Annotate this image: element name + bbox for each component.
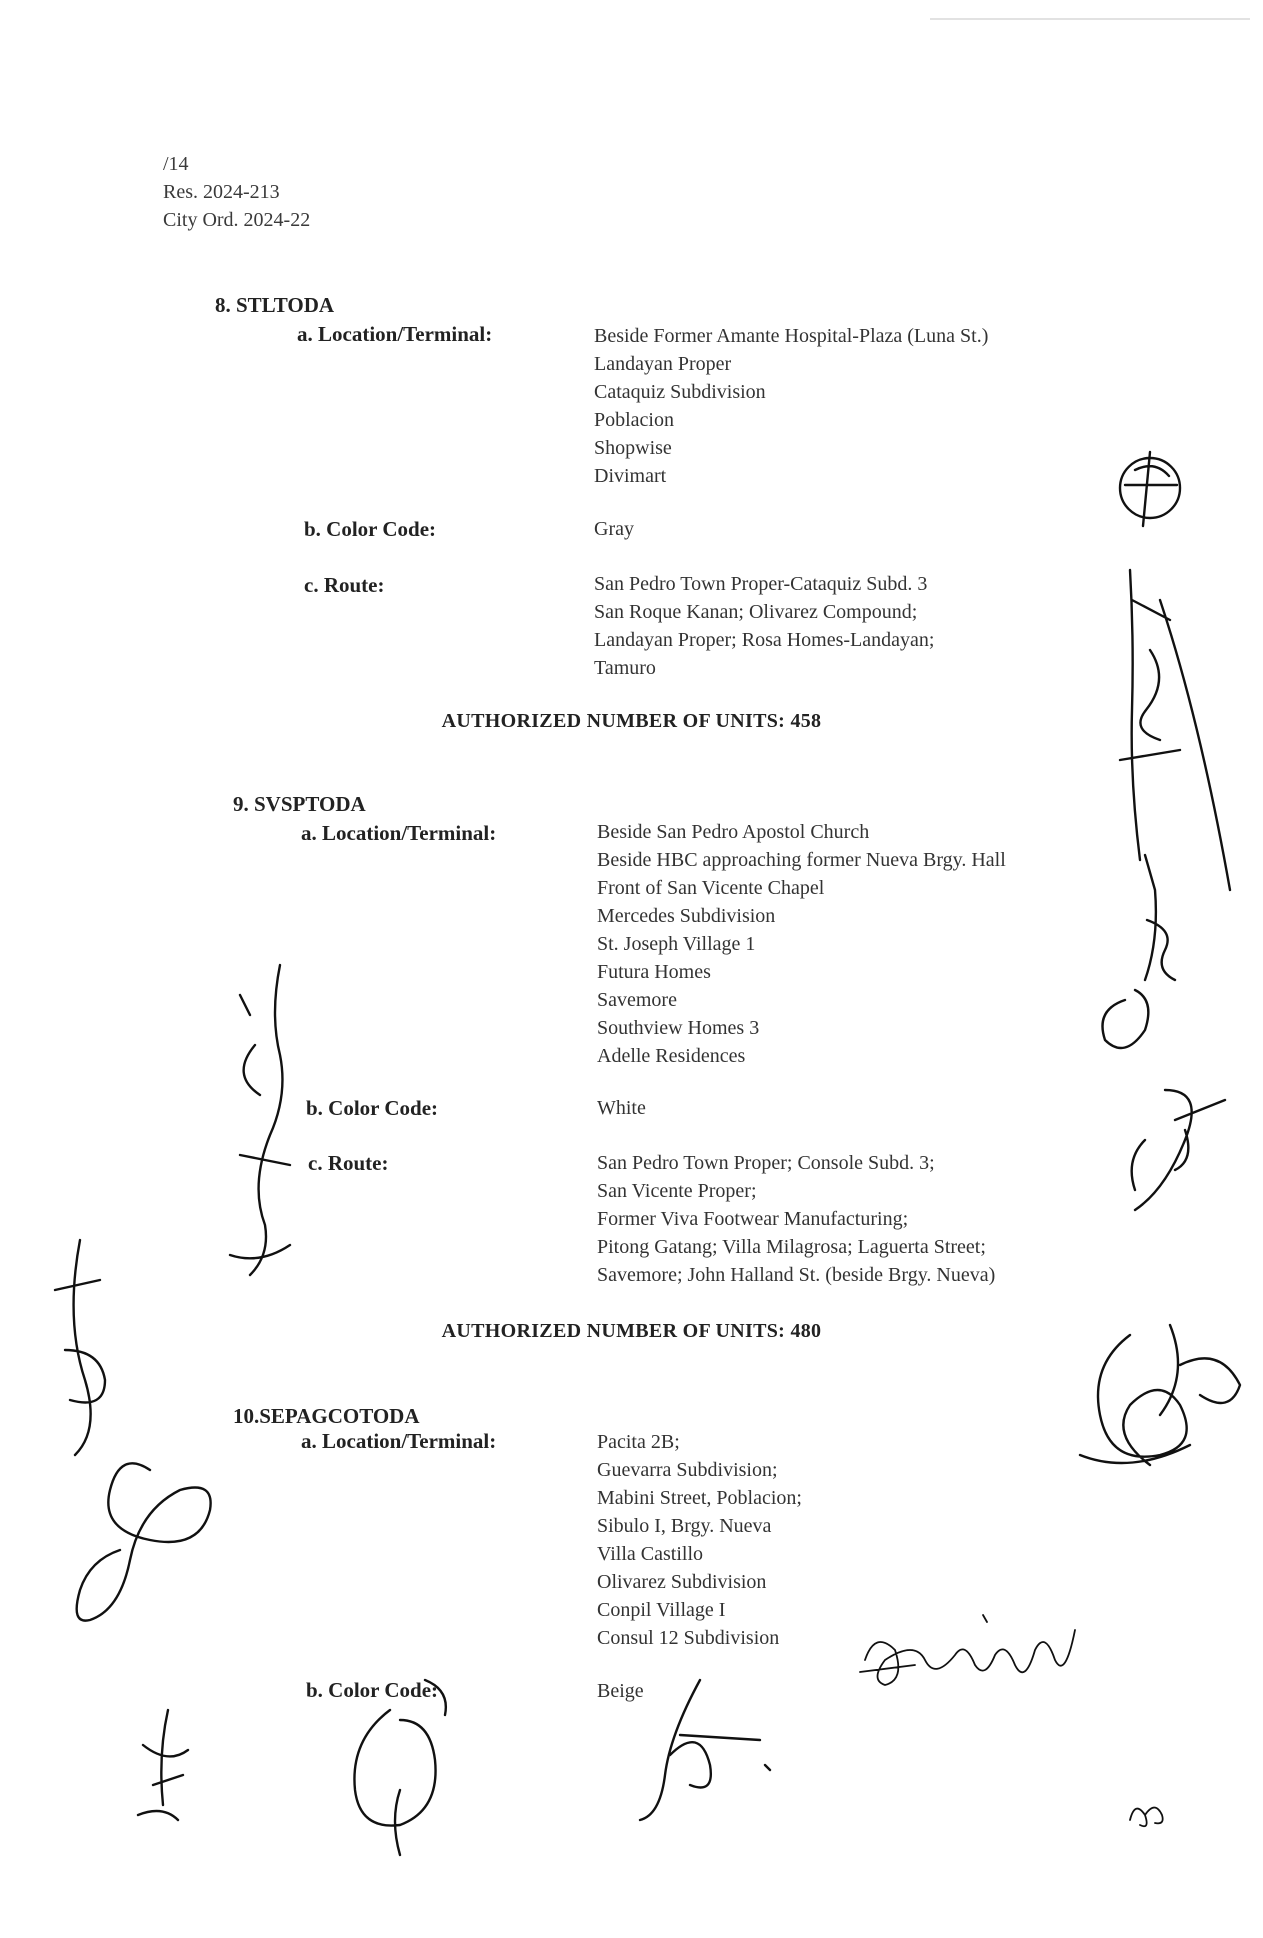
signature-right-vertical-2 [1085, 850, 1195, 1070]
location-item: Poblacion [594, 409, 674, 431]
signature-right-hook [1115, 1080, 1235, 1230]
route-list [597, 1149, 995, 1289]
color-code-value: White [597, 1097, 646, 1119]
location-item: Consul 12 Subdivision [597, 1627, 780, 1649]
signature-right-loops [1070, 1305, 1250, 1505]
signature-circle-mark [1105, 440, 1195, 530]
page-number: /14 [163, 153, 189, 175]
location-item: Front of San Vicente Chapel [597, 877, 825, 899]
location-item: St. Joseph Village 1 [597, 933, 756, 955]
location-item: Mabini Street, Poblacion; [597, 1487, 802, 1509]
document-header [163, 150, 310, 234]
signature-bottom-center [620, 1675, 780, 1825]
location-list [597, 818, 1006, 1070]
color-code-label: b. Color Code: [306, 1096, 439, 1120]
route-item: Former Viva Footwear Manufacturing; [597, 1208, 909, 1230]
color-code-label: b. Color Code: [304, 517, 437, 541]
location-item: Cataquiz Subdivision [594, 381, 766, 403]
section-title-svsptoda: 9. SVSPTODA [233, 792, 366, 816]
location-item: Pacita 2B; [597, 1431, 680, 1453]
route-item: San Vicente Proper; [597, 1180, 757, 1202]
location-item: Adelle Residences [597, 1045, 746, 1067]
signature-left-tall [45, 1230, 115, 1460]
section-title-sepagcotoda: 10.SEPAGCOTODA [233, 1404, 420, 1428]
signature-bottom-right-cursive [855, 1610, 1085, 1700]
authorized-units-stltoda: AUTHORIZED NUMBER OF UNITS: 458 [441, 710, 822, 732]
route-item: Pitong Gatang; Villa Milagrosa; Laguerta Street; [597, 1236, 986, 1258]
route-label: c. Route: [308, 1151, 389, 1175]
signature-initials-bottom [1120, 1795, 1170, 1835]
signature-left-infinity [60, 1440, 230, 1640]
location-label: a. Location/Terminal: [301, 1429, 497, 1453]
location-item: Guevarra Subdivision; [597, 1459, 778, 1481]
route-item: Savemore; John Halland St. (beside Brgy. Nueva) [597, 1264, 996, 1286]
scan-edge-line [930, 18, 1250, 20]
color-code-label: b. Color Code: [306, 1678, 439, 1702]
location-item: Savemore [597, 989, 677, 1011]
location-item: Sibulo I, Brgy. Nueva [597, 1515, 772, 1537]
location-item: Olivarez Subdivision [597, 1571, 767, 1593]
location-label: a. Location/Terminal: [301, 821, 497, 845]
location-item: Conpil Village I [597, 1599, 726, 1621]
signature-bottom-left-mark [128, 1705, 198, 1825]
color-code-value: Beige [597, 1680, 644, 1702]
location-item: Beside HBC approaching former Nueva Brgy. Hall [597, 849, 1006, 871]
location-item: Mercedes Subdivision [597, 905, 776, 927]
location-list [594, 322, 988, 490]
route-label: c. Route: [304, 573, 385, 597]
location-item: Divimart [594, 465, 667, 487]
signature-bottom-loop [330, 1660, 470, 1860]
location-item: Beside Former Amante Hospital-Plaza (Luna St.) [594, 325, 989, 347]
route-list [594, 570, 934, 682]
section-title-stltoda: 8. STLTODA [215, 293, 335, 317]
route-item: Landayan Proper; Rosa Homes-Landayan; [594, 629, 935, 651]
location-item: Futura Homes [597, 961, 711, 983]
location-list [597, 1428, 802, 1652]
location-item: Landayan Proper [594, 353, 732, 375]
signature-left-vertical [210, 955, 300, 1285]
location-item: Villa Castillo [597, 1543, 704, 1565]
color-code-value: Gray [594, 518, 634, 540]
location-label: a. Location/Terminal: [297, 322, 493, 346]
location-item: Southview Homes 3 [597, 1017, 760, 1039]
route-item: San Pedro Town Proper-Cataquiz Subd. 3 [594, 573, 928, 595]
route-item: San Pedro Town Proper; Console Subd. 3; [597, 1152, 935, 1174]
authorized-units-svsptoda: AUTHORIZED NUMBER OF UNITS: 480 [441, 1320, 822, 1342]
route-item: San Roque Kanan; Olivarez Compound; [594, 601, 918, 623]
location-item: Beside San Pedro Apostol Church [597, 821, 870, 843]
ordinance-number: City Ord. 2024-22 [163, 209, 311, 231]
location-item: Shopwise [594, 437, 672, 459]
resolution-number: Res. 2024-213 [163, 181, 280, 203]
route-item: Tamuro [594, 657, 656, 679]
